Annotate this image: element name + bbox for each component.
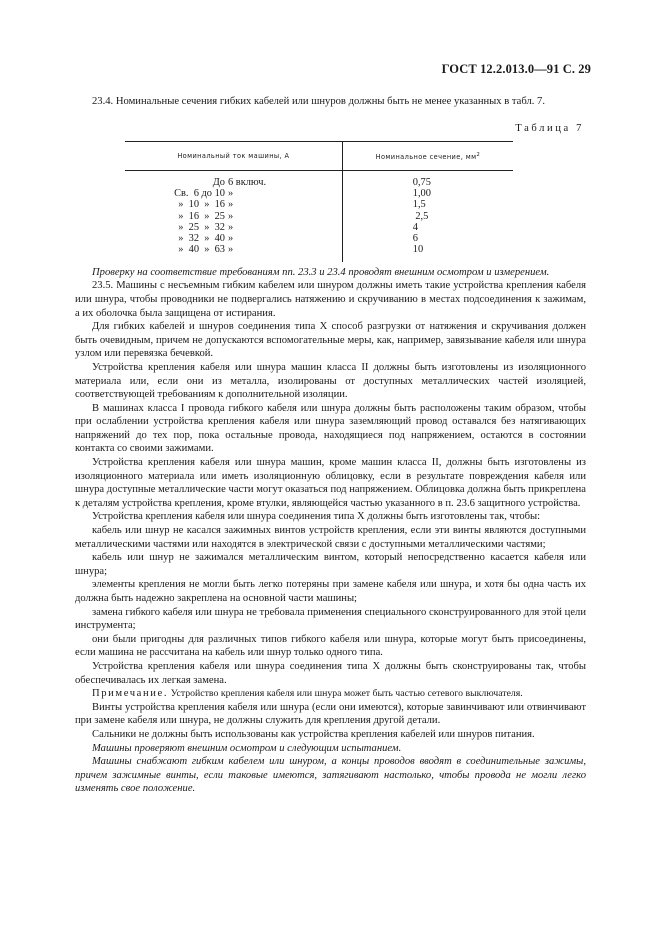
col-header-current: Номинальный ток машины, А (125, 142, 342, 170)
list-item: замена гибкого кабеля или шнура не требовала применения специального сконструированного для этой цели инструмента; (75, 606, 586, 632)
table-row: » 40 » 63 » (178, 244, 234, 256)
table-row: » 25 » 32 » (178, 221, 234, 233)
table-cell: 6 (412, 233, 418, 245)
paragraph-easy-replacement: Устройства крепления кабеля или шнура соединения типа X должны быть сконструированы так, чтобы обеспечивалась их легкая замена. (75, 660, 586, 686)
table-row: » 32 » 40 » (178, 233, 234, 245)
table-cell: 2,5 (412, 210, 429, 222)
paragraph-type-x: Для гибких кабелей и шнуров соединения типа Х способ разгрузки от натяжения и скручивания должен быть очевидным, причем не допускаются вспомогательные меры, как, например, завязывание кабеля или шнура узлом или перевязка бечевкой. (75, 321, 586, 360)
table-cell: 0,75 (412, 176, 431, 188)
table-cell: 10 (412, 244, 424, 256)
table-row: » 16 » 25 » (178, 210, 234, 222)
list-item: они были пригодны для различных типов гибкого кабеля или шнура, которые могут быть присоединены, если машина не рассчитана на кабель или шнур только одного типа. (75, 633, 586, 659)
list-item: элементы крепления не могли быть легко потеряны при замене кабеля или шнура, и хотя бы одна часть их должна быть надежно закреплена на основной части машины; (75, 579, 586, 604)
col-header-section: Номинальное сечение, $мм^2$ (342, 142, 513, 170)
table-row: До 6 включ. (212, 176, 267, 188)
table-cell: 1,5 (412, 199, 426, 211)
list-item: кабель или шнур не зажимался металлическим винтом, который непосредственно касается кабеля или шнура; (75, 552, 586, 577)
paragraph-class-1: В машинах класса I провода гибкого кабеля или шнура должны быть расположены таким образом, чтобы при ослаблении устройства крепления кабеля или шнура заземляющий провод оставался без натягивающих напряжений до тех пор, пока остальные провода, находящиеся под напряжением, остаются в состоянии контакта со своими зажимами. (75, 402, 586, 455)
paragraph-screws: Винты устройства крепления кабеля или шнура (если они имеются), которые завинчивают или отвинчивают при замене кабеля или шнура, не должны служить для крепления другой детали. (75, 701, 586, 727)
table-row: » 10 » 16 » (178, 199, 234, 211)
current-column (125, 170, 342, 262)
section-column (342, 170, 513, 262)
paragraph-class-2: Устройства крепления кабеля или шнура машин класса II должны быть изготовлены из изоляционного материала или, если они из металла, изолированы от доступных металлических частей изоляцией, соответствующей требованиям к дополнительной изоляции. (75, 361, 586, 401)
paragraph-glands: Сальники не должны быть использованы как устройства крепления кабелей или шнуров питания. (92, 728, 535, 740)
test-description: Машины снабжают гибким кабелем или шнуром, а концы проводов вводят в соединительные зажимы, причем зажимные винты, если таковые имеются, затягивают настолько, чтобы провода не могли легко изменять свое положение. (75, 756, 586, 795)
check-23-3-4: Проверку на соответствие требованиям пп. 23.3 и 23.4 проводят внешним осмотром и измерением. (92, 266, 550, 278)
note-label: Примечание. (92, 688, 169, 700)
table-cell: 4 (412, 221, 418, 233)
paragraph-requirements-intro: Устройства крепления кабеля или шнура соединения типа X должны быть изготовлены так, чтобы: (92, 511, 541, 523)
page-header: ГОСТ 12.2.013.0—91 С. 29 (441, 62, 591, 76)
paragraph-except-class-2: Устройства крепления кабеля или шнура машин, кроме машин класса II, должны быть изготовлены из изоляционного материала или иметь изоляционную облицовку, если в результате повреждения кабеля или шнура доступные металлические части могут оказаться под напряжением. Облицовка должна быть прикреплена к деталям устройства крепления, кроме втулки, являющейся частью указанного в п. 23.6 защитного устройства. (75, 457, 586, 509)
note-text: Устройство крепления кабеля или шнура может быть частью сетевого выключателя. (170, 688, 523, 700)
table-7 (125, 141, 513, 262)
clause-23-4: 23.4. Номинальные сечения гибких кабелей или шнуров должны быть не менее указанных в табл. 7. (92, 96, 545, 107)
document-body (75, 95, 586, 796)
table-row: Св. 6 до 10 » (174, 187, 234, 199)
check-visual: Машины проверяют внешним осмотром и следующим испытанием. (92, 742, 402, 754)
note (75, 687, 586, 701)
list-item: кабель или шнур не касался зажимных винтов устройств крепления, если эти винты являются доступными металлическими частями или находятся в электрической связи с доступными металлическими частями; (75, 525, 586, 550)
clause-23-5: 23.5. Машины с несъемным гибким кабелем или шнуром должны иметь такие устройства крепления кабеля или шнура, чтобы проводники не подвергались натяжению и скручиванию в местах подсоединения к зажимам, а их оболочка была защищена от истирания. (75, 280, 586, 319)
table-caption: Таблица 7 (515, 122, 584, 134)
table-cell: 1,00 (412, 187, 431, 199)
